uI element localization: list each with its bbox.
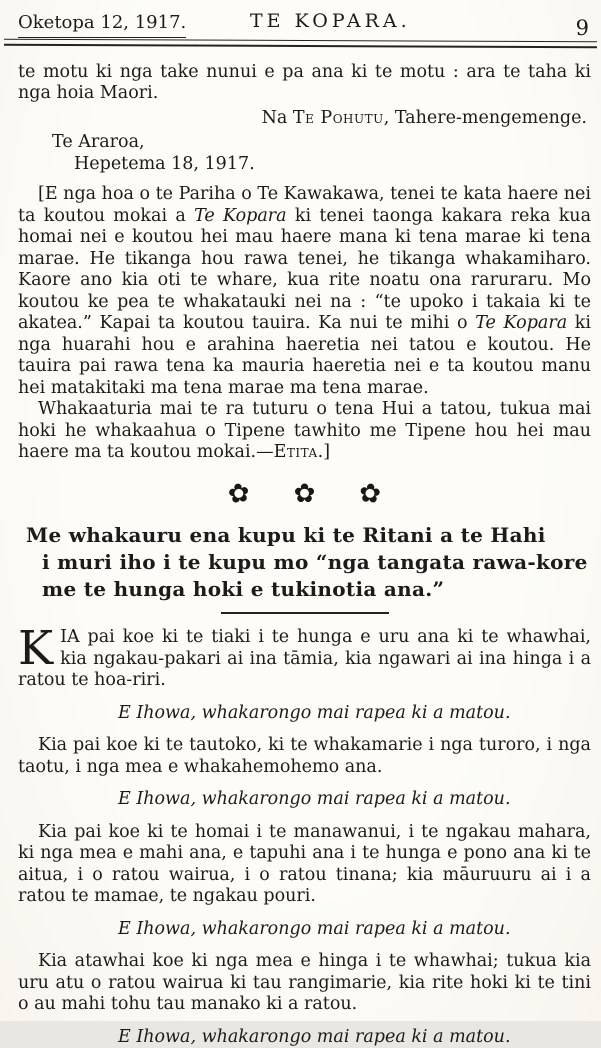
note-text: .]	[318, 442, 330, 462]
litany-petition: Kia pai koe ki te tautoko, ki te whakamarie i nga turoro, i nga taotu, i nga mea e whakahemohemo ana.	[18, 735, 591, 778]
litany-response: E Ihowa, whakarongo mai rapea ki a matou.	[118, 789, 591, 811]
litany-petition: Kia atawhai koe ki nga mea e hinga i te whawhai; tukua kia uru atu o ratou wairua ki tau rangimarie, kia rite hoki ki te tini o au mahi tohu tau manako ki a ratou.	[18, 951, 591, 1016]
paper-name-italic: Te Kopara	[475, 313, 567, 333]
signature-prefix: Na	[262, 108, 293, 128]
place-line: Te Araroa,	[52, 132, 591, 154]
newspaper-title: TE KOPARA.	[250, 11, 411, 33]
opening-caps: IA	[60, 627, 80, 647]
litany-response: E Ihowa, whakarongo mai rapea ki a matou.	[118, 703, 591, 725]
editor-note-paragraph-2	[18, 399, 591, 464]
editor-signoff: Etita	[274, 442, 318, 462]
heading-line: i muri iho i te kupu mo “nga tangata rawa-kore	[42, 549, 591, 576]
heading-divider-rule	[221, 612, 389, 614]
litany-response: E Ihowa, whakarongo mai rapea ki a matou.	[118, 1027, 591, 1048]
heading-line: me te hunga hoki e tukinotia ana.”	[42, 576, 591, 603]
flower-icon: ✿	[294, 481, 316, 507]
note-text: ki tenei taonga kakara reka kua homai nei e koutou hei mau haere mana ki tena marae ki tena marae. He tikanga hou rawa tenei, he tikanga whakamiharo. Kaore ano kia oti te whare, kua rite noatu ona raruraru. Mo koutou ke pea te whakatauki nei na : “te upoko i takaia ki te akatea.” Kapai ta koutou tauira. Ka nui te mihi o	[18, 206, 591, 334]
opening-text: pai koe ki te tiaki i te hunga e uru ana ki te whawhai, kia ngakau-pakari ai ina tāmia, kia ngawari ai ina hinga i a ratou te hoa-riri.	[18, 627, 591, 690]
litany-opening-paragraph	[18, 627, 591, 692]
flower-icon: ✿	[227, 479, 252, 508]
litany-response: E Ihowa, whakarongo mai rapea ki a matou.	[118, 919, 591, 941]
signature-line	[18, 108, 591, 130]
drop-cap: K	[18, 627, 60, 668]
note-text: ki nga huarahi hou e arahina haeretia nei tatou e koutou. He tauira pai rawa tena ka mauria haeretia nei e ta koutou manu hei matakitaki ma tena marae ma tena marae.	[18, 313, 591, 398]
page-header	[18, 8, 591, 34]
page-number: 9	[576, 18, 589, 40]
signature-name: Te Pohutu	[293, 108, 384, 128]
date-line: Hepetema 18, 1917.	[74, 154, 591, 176]
note-text: Whakaaturia mai te ra tuturu o tena Hui a tatou, tukua mai hoki he whakaahua o Tipene tawhito me Tipene hou hei mau haere ma ta koutou mokai.—	[18, 399, 591, 462]
ornament-row	[18, 481, 591, 509]
note-text: [E nga hoa o te Pariha o Te Kawakawa, tenei te kata haere nei ta koutou mokai a	[18, 184, 591, 226]
flower-icon: ✿	[358, 479, 382, 507]
header-rule	[4, 39, 597, 48]
page-body	[18, 62, 591, 1048]
continuation-paragraph: te motu ki nga take nunui e pa ana ki te motu : ara te taha ki nga hoia Maori.	[18, 62, 591, 105]
signature-suffix: , Tahere-mengemenge.	[384, 108, 587, 128]
editor-note-paragraph-1	[18, 184, 591, 399]
issue-date: Oketopa 12, 1917.	[18, 12, 186, 38]
section-heading	[26, 522, 591, 603]
litany-petition: Kia pai koe ki te homai i te manawanui, i te ngakau mahara, ki nga mea e mahi ana, e tapuhi ana i te hunga e pono ana ki te aitua, i o ratou wairua, i o ratou tinana; kia māuruuru ai i a ratou te mamae, te ngakau pouri.	[18, 822, 591, 908]
heading-line: Me whakauru ena kupu ki te Ritani a te Hahi	[26, 522, 591, 549]
paper-name-italic: Te Kopara	[194, 206, 287, 226]
